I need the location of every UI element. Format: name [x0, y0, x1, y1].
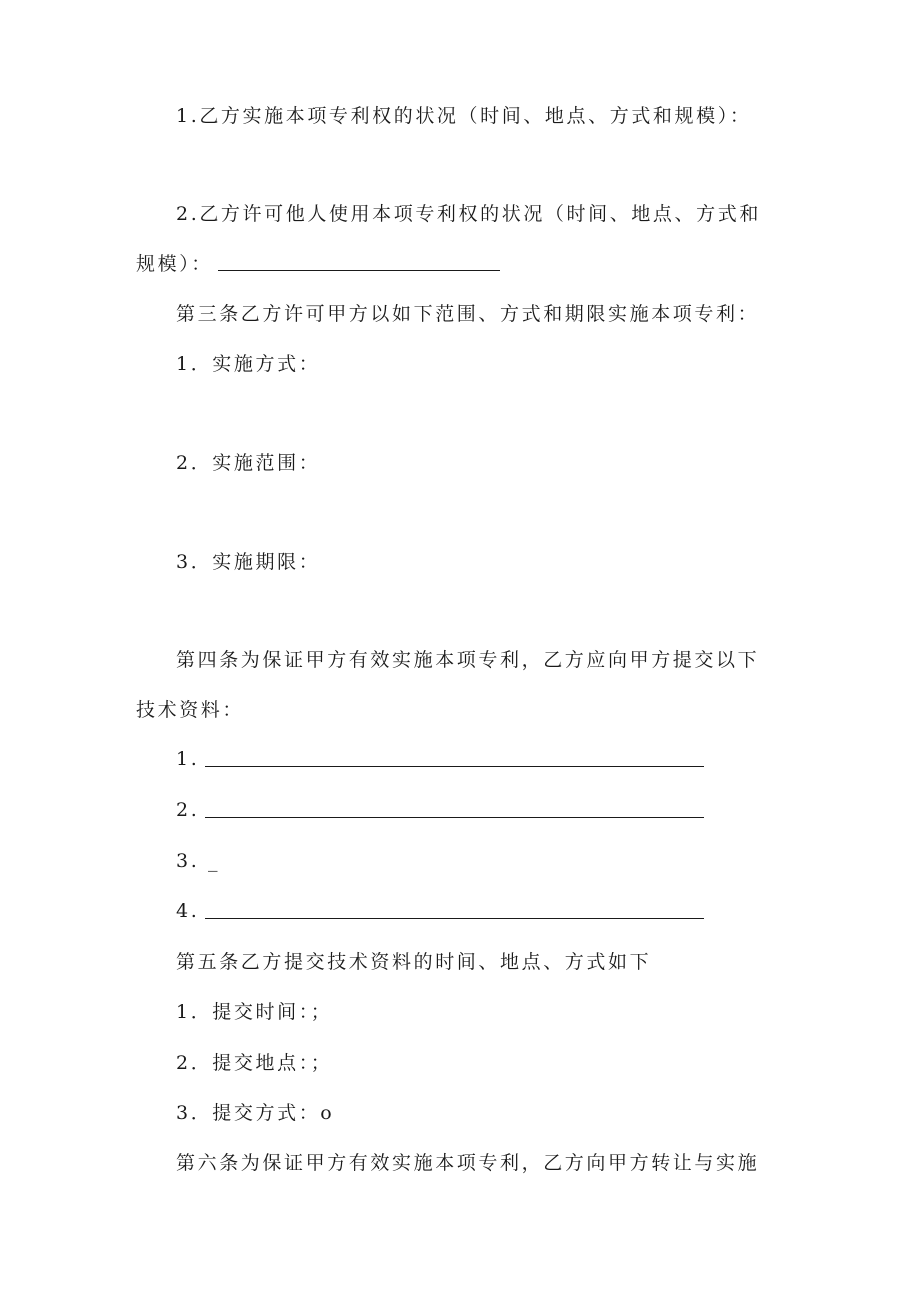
fill-in-blank [205, 817, 704, 818]
article-5-heading: 第五条乙方提交技术资料的时间、地点、方式如下 [176, 951, 652, 973]
fill-in-blank [218, 270, 500, 271]
clause-2-1: 1.乙方实施本项专利权的状况（时间、地点、方式和规模）： [176, 105, 752, 127]
article-5-item-1: 1．提交时间：； [176, 1001, 333, 1023]
article-4-line-2: 技术资料： [136, 699, 245, 721]
article-3-heading: 第三条乙方许可甲方以如下范围、方式和期限实施本项专利： [176, 303, 760, 325]
fill-in-blank [205, 918, 704, 919]
article-3-item-3: 3．实施期限： [176, 551, 321, 573]
article-4-line-1: 第四条为保证甲方有效实施本项专利，乙方应向甲方提交以下 [176, 649, 760, 671]
fill-in-blank [205, 766, 704, 767]
article-4-item-1: 1. [176, 748, 200, 770]
article-4-item-4: 4. [176, 900, 200, 922]
article-5-item-3: 3．提交方式：o [176, 1102, 335, 1124]
article-5-item-2: 2．提交地点：； [176, 1052, 333, 1074]
clause-2-2-line-2: 规模）： [136, 253, 213, 275]
clause-2-2-line-1: 2.乙方许可他人使用本项专利权的状况（时间、地点、方式和 [176, 203, 761, 225]
article-4-item-2: 2. [176, 799, 200, 821]
article-4-item-3: 3. _ [176, 850, 221, 872]
article-3-item-2: 2．实施范围： [176, 452, 321, 474]
article-3-item-1: 1．实施方式： [176, 353, 321, 375]
article-6-line-1: 第六条为保证甲方有效实施本项专利，乙方向甲方转让与实施 [176, 1152, 760, 1174]
